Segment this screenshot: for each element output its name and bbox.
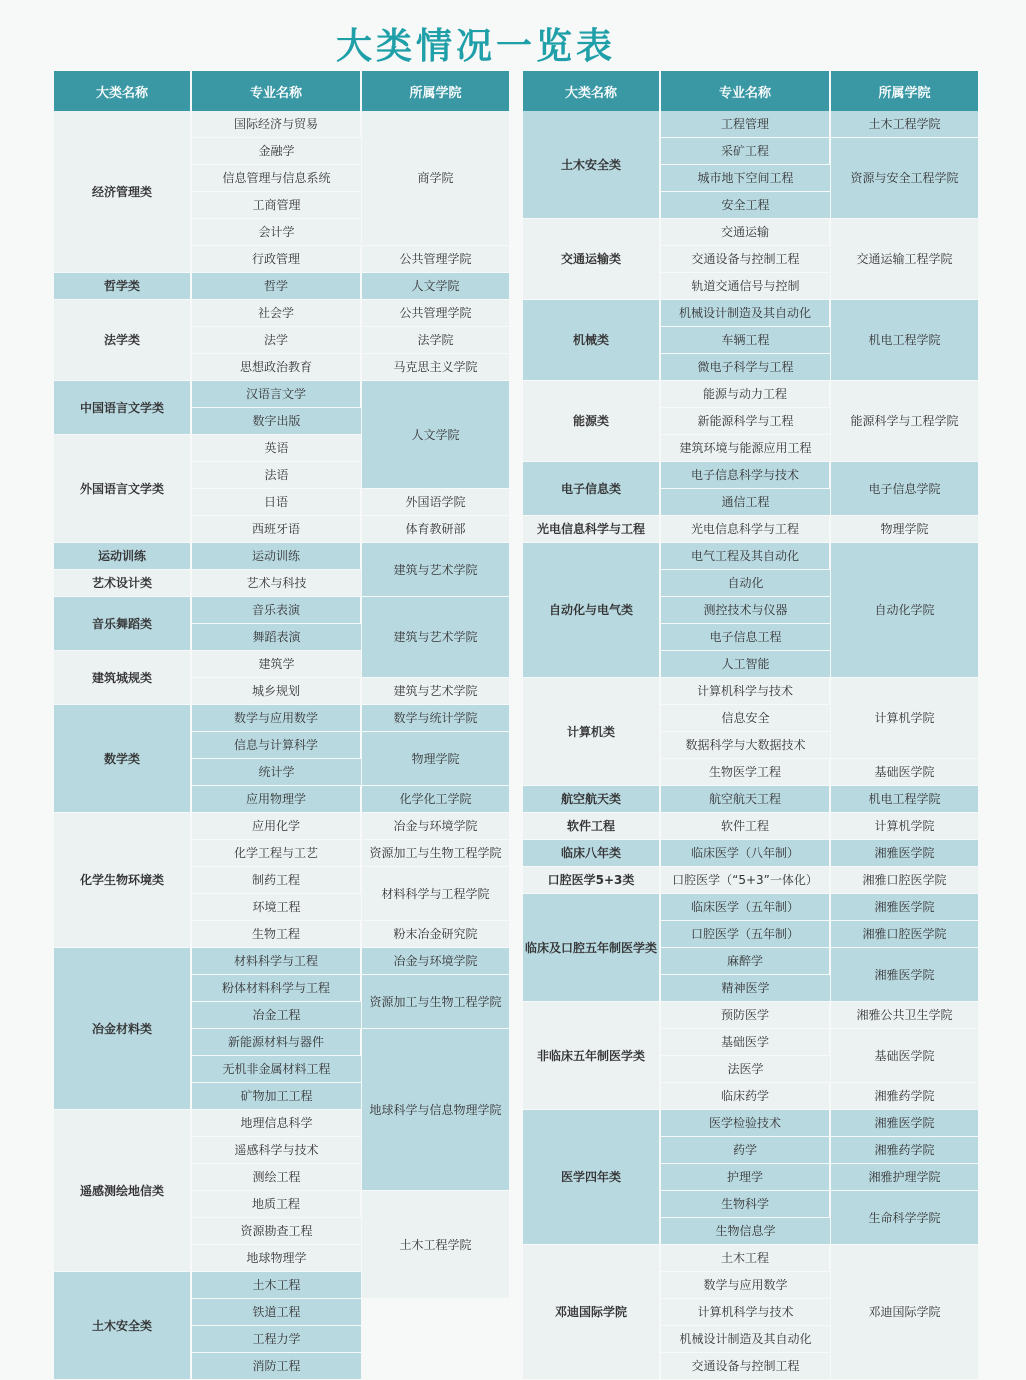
- college-cell: 湘雅医学院: [830, 948, 978, 1002]
- major-cell: 消防工程: [191, 1353, 361, 1380]
- college-cell: 地球科学与信息物理学院: [361, 1029, 509, 1191]
- major-cell: 信息管理与信息系统: [191, 165, 361, 192]
- major-cell: 矿物加工工程: [191, 1083, 361, 1110]
- major-cell: 交通运输: [660, 219, 830, 246]
- major-cell: 通信工程: [660, 489, 830, 516]
- category-cell: 机械类: [523, 300, 660, 381]
- major-cell: 音乐表演: [191, 597, 361, 624]
- major-cell: 英语: [191, 435, 361, 462]
- college-cell: 化学化工学院: [361, 786, 509, 813]
- major-cell: 资源勘查工程: [191, 1218, 361, 1245]
- major-cell: 信息与计算科学: [191, 732, 361, 759]
- college-cell: 湘雅医学院: [830, 1110, 978, 1137]
- major-cell: 临床医学（八年制）: [660, 840, 830, 867]
- major-cell: 基础医学: [660, 1029, 830, 1056]
- table-row: [523, 543, 978, 570]
- category-cell: 医学四年类: [523, 1110, 660, 1245]
- table-row: [523, 462, 978, 489]
- major-cell: 生物工程: [191, 921, 361, 948]
- major-cell: 采矿工程: [660, 138, 830, 165]
- major-cell: 预防医学: [660, 1002, 830, 1029]
- major-cell: 地质工程: [191, 1191, 361, 1218]
- major-cell: 护理学: [660, 1164, 830, 1191]
- college-cell: 湘雅药学院: [830, 1083, 978, 1110]
- table-row: [523, 786, 978, 813]
- major-cell: 新能源科学与工程: [660, 408, 830, 435]
- major-cell: 无机非金属材料工程: [191, 1056, 361, 1083]
- major-cell: 软件工程: [660, 813, 830, 840]
- major-cell: 自动化: [660, 570, 830, 597]
- major-cell: 建筑学: [191, 651, 361, 678]
- category-cell: 化学生物环境类: [54, 813, 191, 948]
- major-cell: 医学检验技术: [660, 1110, 830, 1137]
- major-cell: 粉体材料科学与工程: [191, 975, 361, 1002]
- category-cell: 临床八年类: [523, 840, 660, 867]
- major-cell: 工商管理: [191, 192, 361, 219]
- header-category: 大类名称: [523, 71, 660, 111]
- category-cell: 航空航天类: [523, 786, 660, 813]
- left-table: [54, 71, 509, 1380]
- major-cell: 汉语言文学: [191, 381, 361, 408]
- major-cell: 社会学: [191, 300, 361, 327]
- table-row: [523, 867, 978, 894]
- table-row: [523, 300, 978, 327]
- category-cell: 能源类: [523, 381, 660, 462]
- college-cell: 土木工程学院: [361, 1191, 509, 1299]
- college-cell: 计算机学院: [830, 813, 978, 840]
- category-cell: 邓迪国际学院: [523, 1245, 660, 1380]
- college-cell: 自动化学院: [830, 543, 978, 678]
- category-cell: 外国语言文学类: [54, 435, 191, 543]
- major-cell: 测控技术与仪器: [660, 597, 830, 624]
- college-cell: 基础医学院: [830, 1029, 978, 1083]
- table-row: [54, 111, 509, 138]
- table-row: [54, 597, 509, 624]
- table-row: [523, 894, 978, 921]
- header-category: 大类名称: [54, 71, 191, 111]
- college-cell: 湘雅公共卫生学院: [830, 1002, 978, 1029]
- college-cell: 建筑与艺术学院: [361, 543, 509, 597]
- major-cell: 口腔医学（五年制）: [660, 921, 830, 948]
- college-cell: 冶金与环境学院: [361, 813, 509, 840]
- major-cell: 生物医学工程: [660, 759, 830, 786]
- college-cell: 公共管理学院: [361, 300, 509, 327]
- header-college: 所属学院: [361, 71, 509, 111]
- major-cell: 数字出版: [191, 408, 361, 435]
- college-cell: 机电工程学院: [830, 300, 978, 381]
- major-cell: 日语: [191, 489, 361, 516]
- college-cell: 资源与安全工程学院: [830, 138, 978, 219]
- header-major: 专业名称: [660, 71, 830, 111]
- college-cell: 公共管理学院: [361, 246, 509, 273]
- major-cell: 口腔医学（“5+3”一体化）: [660, 867, 830, 894]
- table-row: [523, 813, 978, 840]
- table-row: [523, 219, 978, 246]
- college-cell: 能源科学与工程学院: [830, 381, 978, 462]
- major-cell: 工程力学: [191, 1326, 361, 1353]
- major-cell: 艺术与科技: [191, 570, 361, 597]
- table-row: [54, 813, 509, 840]
- college-cell: 冶金与环境学院: [361, 948, 509, 975]
- category-cell: 数学类: [54, 705, 191, 813]
- major-cell: 城市地下空间工程: [660, 165, 830, 192]
- major-cell: 思想政治教育: [191, 354, 361, 381]
- header-major: 专业名称: [191, 71, 361, 111]
- major-cell: 计算机科学与技术: [660, 1299, 830, 1326]
- table-row: [54, 705, 509, 732]
- category-cell: 中国语言文学类: [54, 381, 191, 435]
- major-cell: 冶金工程: [191, 1002, 361, 1029]
- college-cell: 法学院: [361, 327, 509, 354]
- college-cell: 土木工程学院: [830, 111, 978, 138]
- category-cell: 电子信息类: [523, 462, 660, 516]
- category-cell: 土木安全类: [523, 111, 660, 219]
- major-cell: 西班牙语: [191, 516, 361, 543]
- major-cell: 精神医学: [660, 975, 830, 1002]
- major-cell: 新能源材料与器件: [191, 1029, 361, 1056]
- college-cell: 湘雅医学院: [830, 840, 978, 867]
- college-cell: 数学与统计学院: [361, 705, 509, 732]
- category-cell: 自动化与电气类: [523, 543, 660, 678]
- table-row: [523, 1245, 978, 1272]
- major-cell: 机械设计制造及其自动化: [660, 300, 830, 327]
- major-cell: 能源与动力工程: [660, 381, 830, 408]
- table-row: [54, 543, 509, 570]
- college-cell: 湘雅口腔医学院: [830, 921, 978, 948]
- major-cell: 信息安全: [660, 705, 830, 732]
- major-cell: 法医学: [660, 1056, 830, 1083]
- college-cell: 计算机学院: [830, 678, 978, 759]
- college-cell: 生命科学学院: [830, 1191, 978, 1245]
- college-cell: 湘雅药学院: [830, 1137, 978, 1164]
- category-cell: 软件工程: [523, 813, 660, 840]
- major-cell: 机械设计制造及其自动化: [660, 1326, 830, 1353]
- category-cell: 法学类: [54, 300, 191, 381]
- major-cell: 药学: [660, 1137, 830, 1164]
- college-cell: 湘雅护理学院: [830, 1164, 978, 1191]
- college-cell: 资源加工与生物工程学院: [361, 975, 509, 1029]
- college-cell: 粉末冶金研究院: [361, 921, 509, 948]
- major-cell: 土木工程: [660, 1245, 830, 1272]
- major-cell: 环境工程: [191, 894, 361, 921]
- right-table: [523, 71, 978, 1380]
- major-cell: 光电信息科学与工程: [660, 516, 830, 543]
- table-row: [523, 840, 978, 867]
- major-cell: 金融学: [191, 138, 361, 165]
- major-cell: 土木工程: [191, 1272, 361, 1299]
- major-cell: 铁道工程: [191, 1299, 361, 1326]
- major-cell: 临床药学: [660, 1083, 830, 1110]
- table-row: [523, 516, 978, 543]
- major-cell: 微电子科学与工程: [660, 354, 830, 381]
- category-cell: 艺术设计类: [54, 570, 191, 597]
- major-cell: 国际经济与贸易: [191, 111, 361, 138]
- category-cell: 运动训练: [54, 543, 191, 570]
- major-cell: 地理信息科学: [191, 1110, 361, 1137]
- major-cell: 法语: [191, 462, 361, 489]
- table-row: [523, 111, 978, 138]
- category-cell: 非临床五年制医学类: [523, 1002, 660, 1110]
- major-cell: 应用化学: [191, 813, 361, 840]
- college-cell: 建筑与艺术学院: [361, 678, 509, 705]
- major-cell: 地球物理学: [191, 1245, 361, 1272]
- category-cell: 建筑城规类: [54, 651, 191, 705]
- major-cell: 材料科学与工程: [191, 948, 361, 975]
- college-cell: 体育教研部: [361, 516, 509, 543]
- major-cell: 会计学: [191, 219, 361, 246]
- table-row: [523, 1110, 978, 1137]
- header-row: [54, 71, 509, 111]
- table-row: [54, 273, 509, 300]
- category-cell: 音乐舞蹈类: [54, 597, 191, 651]
- college-cell: 人文学院: [361, 381, 509, 489]
- category-cell: 口腔医学5+3类: [523, 867, 660, 894]
- major-cell: 麻醉学: [660, 948, 830, 975]
- category-cell: 交通运输类: [523, 219, 660, 300]
- major-cell: 轨道交通信号与控制: [660, 273, 830, 300]
- major-cell: 法学: [191, 327, 361, 354]
- major-cell: 测绘工程: [191, 1164, 361, 1191]
- major-cell: 交通设备与控制工程: [660, 246, 830, 273]
- major-cell: 应用物理学: [191, 786, 361, 813]
- category-cell: 冶金材料类: [54, 948, 191, 1110]
- major-cell: 舞蹈表演: [191, 624, 361, 651]
- major-cell: 临床医学（五年制）: [660, 894, 830, 921]
- major-cell: 安全工程: [660, 192, 830, 219]
- major-cell: 遥感科学与技术: [191, 1137, 361, 1164]
- college-cell: 机电工程学院: [830, 786, 978, 813]
- college-cell: 物理学院: [361, 732, 509, 786]
- college-cell: 物理学院: [830, 516, 978, 543]
- category-cell: 计算机类: [523, 678, 660, 786]
- major-cell: 电子信息科学与技术: [660, 462, 830, 489]
- table-row: [54, 381, 509, 408]
- major-cell: 哲学: [191, 273, 361, 300]
- major-cell: 生物信息学: [660, 1218, 830, 1245]
- table-row: [523, 1002, 978, 1029]
- major-cell: 统计学: [191, 759, 361, 786]
- major-cell: 计算机科学与技术: [660, 678, 830, 705]
- college-cell: 交通运输工程学院: [830, 219, 978, 300]
- table-row: [54, 300, 509, 327]
- major-cell: 城乡规划: [191, 678, 361, 705]
- category-cell: 遥感测绘地信类: [54, 1110, 191, 1272]
- category-cell: 土木安全类: [54, 1272, 191, 1380]
- major-cell: 交通设备与控制工程: [660, 1353, 830, 1380]
- college-cell: 外国语学院: [361, 489, 509, 516]
- college-cell: 电子信息学院: [830, 462, 978, 516]
- college-cell: 湘雅口腔医学院: [830, 867, 978, 894]
- major-cell: 制药工程: [191, 867, 361, 894]
- college-cell: 人文学院: [361, 273, 509, 300]
- header-row: [523, 71, 978, 111]
- college-cell: 马克思主义学院: [361, 354, 509, 381]
- category-cell: 临床及口腔五年制医学类: [523, 894, 660, 1002]
- college-cell: 基础医学院: [830, 759, 978, 786]
- major-cell: 车辆工程: [660, 327, 830, 354]
- category-cell: 经济管理类: [54, 111, 191, 273]
- major-cell: 电子信息工程: [660, 624, 830, 651]
- major-cell: 运动训练: [191, 543, 361, 570]
- table-row: [523, 381, 978, 408]
- college-cell: 建筑与艺术学院: [361, 597, 509, 678]
- major-cell: 建筑环境与能源应用工程: [660, 435, 830, 462]
- college-cell: 邓迪国际学院: [830, 1245, 978, 1380]
- major-cell: 数学与应用数学: [660, 1272, 830, 1299]
- major-cell: 电气工程及其自动化: [660, 543, 830, 570]
- major-cell: 航空航天工程: [660, 786, 830, 813]
- major-cell: 生物科学: [660, 1191, 830, 1218]
- college-cell: 商学院: [361, 111, 509, 246]
- major-cell: 工程管理: [660, 111, 830, 138]
- page-title: 大类情况一览表: [335, 25, 616, 67]
- major-cell: 化学工程与工艺: [191, 840, 361, 867]
- major-cell: 数据科学与大数据技术: [660, 732, 830, 759]
- college-cell: 湘雅医学院: [830, 894, 978, 921]
- category-cell: 哲学类: [54, 273, 191, 300]
- table-row: [54, 948, 509, 975]
- college-cell: 材料科学与工程学院: [361, 867, 509, 921]
- major-cell: 人工智能: [660, 651, 830, 678]
- major-cell: 行政管理: [191, 246, 361, 273]
- major-cell: 数学与应用数学: [191, 705, 361, 732]
- college-cell: 资源加工与生物工程学院: [361, 840, 509, 867]
- table-row: [523, 678, 978, 705]
- category-cell: 光电信息科学与工程: [523, 516, 660, 543]
- header-college: 所属学院: [830, 71, 978, 111]
